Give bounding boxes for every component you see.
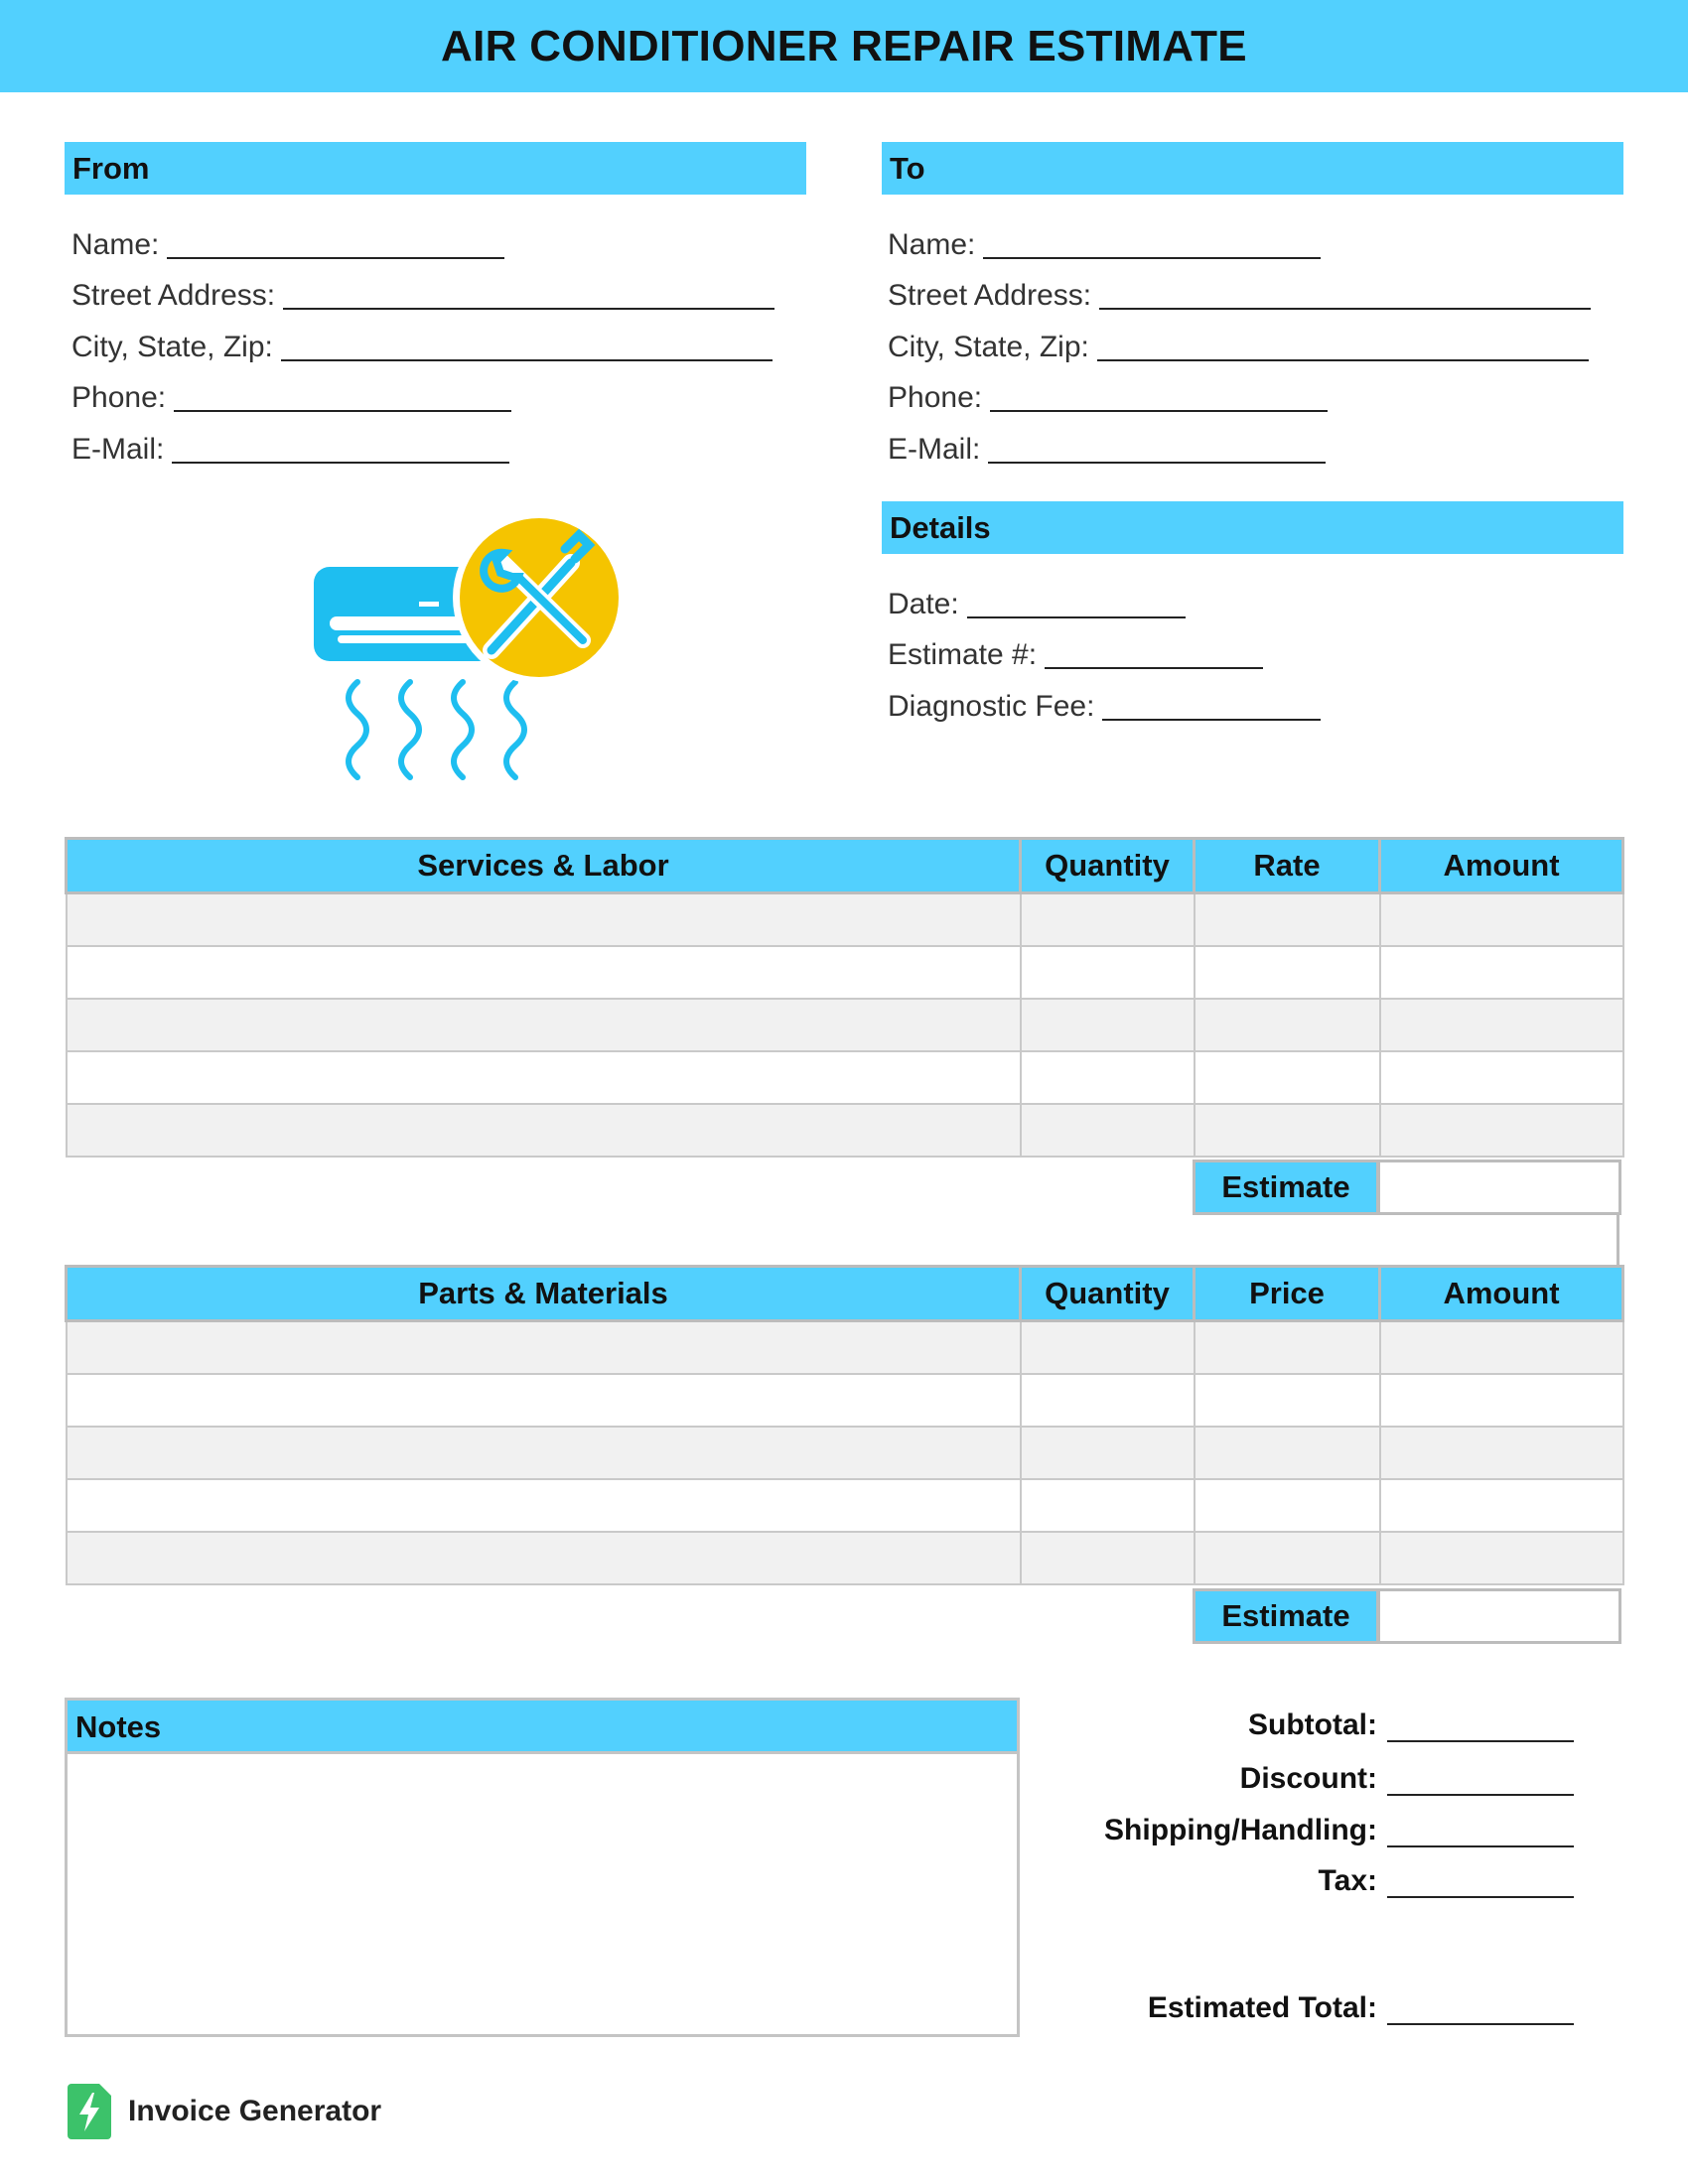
parts-estimate-label: Estimate <box>1193 1588 1379 1644</box>
parts-cell[interactable] <box>1195 1374 1380 1427</box>
diagnostic-fee-line[interactable] <box>1102 693 1321 721</box>
services-cell[interactable] <box>1195 1051 1380 1104</box>
table-row <box>67 1051 1623 1104</box>
table-row <box>67 999 1623 1051</box>
from-name-field[interactable] <box>71 219 774 271</box>
services-cell[interactable] <box>1021 1104 1195 1157</box>
to-city-field[interactable] <box>888 322 1591 373</box>
table-row <box>67 1532 1623 1584</box>
from-phone-label: Phone: <box>71 381 167 415</box>
services-cell[interactable] <box>67 1051 1021 1104</box>
totals-panel <box>1053 1703 1574 2025</box>
parts-header-price: Price <box>1195 1267 1380 1321</box>
services-cell[interactable] <box>1380 1104 1623 1157</box>
parts-cell[interactable] <box>1195 1479 1380 1532</box>
parts-cell[interactable] <box>1021 1532 1195 1584</box>
services-cell[interactable] <box>1021 1051 1195 1104</box>
date-label: Date: <box>888 587 959 620</box>
diagnostic-fee-label: Diagnostic Fee: <box>888 689 1095 723</box>
subtotal-line[interactable] <box>1387 1710 1574 1742</box>
services-cell[interactable] <box>67 893 1021 947</box>
to-name-field[interactable] <box>888 219 1591 271</box>
to-city-line[interactable] <box>1097 334 1589 361</box>
parts-cell[interactable] <box>1380 1321 1623 1375</box>
from-city-field[interactable] <box>71 322 774 373</box>
estimated-total-label: Estimated Total: <box>1147 1991 1377 2024</box>
from-email-line[interactable] <box>172 436 509 464</box>
subtotal-row[interactable] <box>1053 1703 1574 1742</box>
parts-cell[interactable] <box>1021 1321 1195 1375</box>
services-cell[interactable] <box>1380 999 1623 1051</box>
title-bar <box>0 0 1688 92</box>
estimated-total-line[interactable] <box>1387 1993 1574 2025</box>
table-row <box>67 893 1623 947</box>
details-fields <box>888 579 1321 733</box>
parts-cell[interactable] <box>67 1374 1021 1427</box>
subtotal-label: Subtotal: <box>1248 1708 1377 1741</box>
estimate-number-field[interactable] <box>888 630 1321 682</box>
to-fields <box>888 219 1591 476</box>
services-cell[interactable] <box>1195 1104 1380 1157</box>
parts-cell[interactable] <box>67 1321 1021 1375</box>
estimate-number-line[interactable] <box>1045 641 1263 669</box>
from-name-label: Name: <box>71 227 160 261</box>
services-cell[interactable] <box>1380 1051 1623 1104</box>
parts-header-amount: Amount <box>1380 1267 1623 1321</box>
tax-label: Tax: <box>1318 1864 1377 1897</box>
air-conditioner-repair-icon <box>308 511 626 789</box>
date-field[interactable] <box>888 579 1321 630</box>
parts-cell[interactable] <box>67 1479 1021 1532</box>
discount-row[interactable] <box>1053 1742 1574 1796</box>
to-name-label: Name: <box>888 227 976 261</box>
to-city-label: City, State, Zip: <box>888 330 1089 363</box>
to-street-label: Street Address: <box>888 279 1092 313</box>
shipping-line[interactable] <box>1387 1816 1574 1847</box>
parts-cell[interactable] <box>1021 1374 1195 1427</box>
to-email-field[interactable] <box>888 424 1591 476</box>
parts-cell[interactable] <box>1195 1532 1380 1584</box>
from-city-line[interactable] <box>281 334 773 361</box>
discount-label: Discount: <box>1239 1762 1377 1795</box>
services-cell[interactable] <box>1021 999 1195 1051</box>
parts-cell[interactable] <box>1380 1427 1623 1479</box>
to-street-field[interactable] <box>888 271 1591 323</box>
parts-cell[interactable] <box>67 1427 1021 1479</box>
services-estimate-value[interactable] <box>1377 1160 1621 1215</box>
to-street-line[interactable] <box>1099 282 1591 310</box>
lightning-bolt-icon <box>68 2084 111 2139</box>
to-phone-field[interactable] <box>888 373 1591 425</box>
tax-line[interactable] <box>1387 1866 1574 1898</box>
estimated-total-row[interactable] <box>1053 1898 1574 2025</box>
services-header-amount: Amount <box>1380 839 1623 893</box>
parts-cell[interactable] <box>1021 1479 1195 1532</box>
from-email-field[interactable] <box>71 424 774 476</box>
to-name-line[interactable] <box>983 231 1321 259</box>
shipping-row[interactable] <box>1053 1796 1574 1847</box>
from-email-label: E-Mail: <box>71 432 165 466</box>
services-header-description: Services & Labor <box>67 839 1021 893</box>
services-header-rate: Rate <box>1195 839 1380 893</box>
parts-cell[interactable] <box>1021 1427 1195 1479</box>
wrench-screwdriver-icon <box>453 511 626 684</box>
shipping-label: Shipping/Handling: <box>1104 1814 1377 1846</box>
to-phone-label: Phone: <box>888 381 983 415</box>
brand-name: Invoice Generator <box>128 2095 382 2127</box>
from-street-field[interactable] <box>71 271 774 323</box>
to-email-line[interactable] <box>988 436 1326 464</box>
table-row <box>67 1104 1623 1157</box>
parts-cell[interactable] <box>1195 1427 1380 1479</box>
notes-box[interactable] <box>65 1751 1020 2037</box>
to-phone-line[interactable] <box>990 384 1328 412</box>
services-estimate-label: Estimate <box>1193 1160 1379 1215</box>
table-row <box>67 1374 1623 1427</box>
to-header: To <box>882 142 1623 195</box>
from-header: From <box>65 142 806 195</box>
services-cell[interactable] <box>67 946 1021 999</box>
to-email-label: E-Mail: <box>888 432 981 466</box>
from-street-line[interactable] <box>283 282 774 310</box>
table-divider <box>1617 1215 1619 1265</box>
table-row <box>67 1321 1623 1375</box>
parts-header-description: Parts & Materials <box>67 1267 1021 1321</box>
from-city-label: City, State, Zip: <box>71 330 273 363</box>
parts-estimate-value[interactable] <box>1377 1588 1621 1644</box>
parts-cell[interactable] <box>1380 1479 1623 1532</box>
parts-cell[interactable] <box>1380 1374 1623 1427</box>
services-cell[interactable] <box>1021 946 1195 999</box>
airflow-waves-icon <box>349 682 524 777</box>
services-cell[interactable] <box>1380 893 1623 947</box>
parts-table <box>65 1265 1624 1585</box>
estimate-number-label: Estimate #: <box>888 638 1038 672</box>
parts-header-quantity: Quantity <box>1021 1267 1195 1321</box>
table-row <box>67 946 1623 999</box>
table-row <box>67 1427 1623 1479</box>
notes-header: Notes <box>65 1698 1020 1753</box>
from-fields <box>71 219 774 476</box>
page-title: AIR CONDITIONER REPAIR ESTIMATE <box>441 21 1247 70</box>
discount-line[interactable] <box>1387 1764 1574 1796</box>
date-line[interactable] <box>967 591 1186 618</box>
services-header-quantity: Quantity <box>1021 839 1195 893</box>
parts-cell[interactable] <box>67 1532 1021 1584</box>
from-phone-line[interactable] <box>174 384 511 412</box>
tax-row[interactable] <box>1053 1847 1574 1898</box>
services-cell[interactable] <box>1195 999 1380 1051</box>
services-cell[interactable] <box>67 999 1021 1051</box>
services-cell[interactable] <box>1195 893 1380 947</box>
from-street-label: Street Address: <box>71 279 276 313</box>
details-header: Details <box>882 501 1623 554</box>
services-cell[interactable] <box>67 1104 1021 1157</box>
parts-cell[interactable] <box>1195 1321 1380 1375</box>
services-cell[interactable] <box>1021 893 1195 947</box>
from-name-line[interactable] <box>167 231 504 259</box>
diagnostic-fee-field[interactable] <box>888 681 1321 733</box>
services-table <box>65 837 1624 1158</box>
from-phone-field[interactable] <box>71 373 774 425</box>
services-cell[interactable] <box>1195 946 1380 999</box>
table-row <box>67 1479 1623 1532</box>
parts-cell[interactable] <box>1380 1532 1623 1584</box>
services-cell[interactable] <box>1380 946 1623 999</box>
